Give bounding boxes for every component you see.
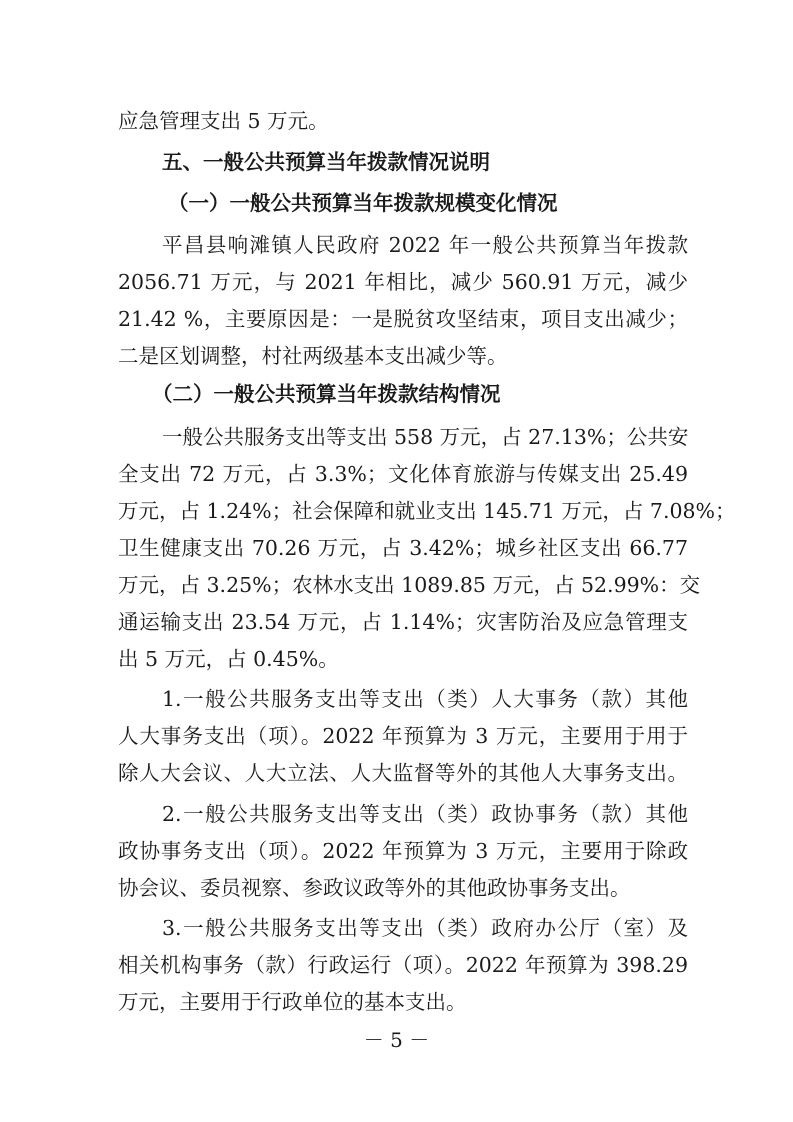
paragraph-line: 2.一般公共服务支出等支出（类）政协事务（款）其他 bbox=[162, 802, 688, 826]
paragraph-line: 人大事务支出（项）。2022 年预算为 3 万元，主要用于用于 bbox=[118, 724, 688, 748]
paragraph-line: 1.一般公共服务支出等支出（类）人大事务（款）其他 bbox=[162, 687, 688, 711]
paragraph-line: 应急管理支出 5 万元。 bbox=[118, 109, 329, 133]
section-heading: 五、一般公共预算当年拨款情况说明 bbox=[162, 150, 490, 174]
subsection-heading: （二）一般公共预算当年拨款结构情况 bbox=[152, 382, 501, 406]
paragraph-line: 3.一般公共服务支出等支出（类）政府办公厅（室）及 bbox=[162, 916, 688, 940]
subsection-heading: （一）一般公共预算当年拨款规模变化情况 bbox=[168, 191, 558, 215]
paragraph-line: 21.42 %，主要原因是：一是脱贫攻坚结束，项目支出减少； bbox=[118, 307, 688, 331]
page-number: － 5 － bbox=[363, 1028, 430, 1052]
paragraph-line: 卫生健康支出 70.26 万元，占 3.42%；城乡社区支出 66.77 bbox=[118, 536, 688, 560]
paragraph-line: 出 5 万元，占 0.45%。 bbox=[118, 647, 339, 671]
paragraph-line: 万元，占 1.24%；社会保障和就业支出 145.71 万元，占 7.08%； bbox=[118, 499, 736, 523]
paragraph-line: 万元，主要用于行政单位的基本支出。 bbox=[118, 990, 467, 1014]
paragraph-line: 相关机构事务（款）行政运行（项）。2022 年预算为 398.29 bbox=[118, 953, 688, 977]
paragraph-line: 政协事务支出（项）。2022 年预算为 3 万元，主要用于除政 bbox=[118, 839, 688, 863]
paragraph-line: 一般公共服务支出等支出 558 万元，占 27.13%；公共安 bbox=[162, 425, 689, 449]
paragraph-line: 通运输支出 23.54 万元，占 1.14%；灾害防治及应急管理支 bbox=[118, 610, 688, 634]
paragraph-line: 2056.71 万元，与 2021 年相比，减少 560.91 万元，减少 bbox=[118, 270, 688, 294]
paragraph-line: 全支出 72 万元，占 3.3%；文化体育旅游与传媒支出 25.49 bbox=[118, 462, 688, 486]
paragraph-line: 二是区划调整，村社两级基本支出减少等。 bbox=[118, 344, 508, 368]
paragraph-line: 协会议、委员视察、参政议政等外的其他政协事务支出。 bbox=[118, 876, 631, 900]
paragraph-line: 万元，占 3.25%；农林水支出 1089.85 万元，占 52.99%：交 bbox=[118, 573, 701, 597]
paragraph-line: 平昌县响滩镇人民政府 2022 年一般公共预算当年拨款 bbox=[162, 233, 688, 257]
paragraph-line: 除人大会议、人大立法、人大监督等外的其他人大事务支出。 bbox=[118, 761, 688, 785]
